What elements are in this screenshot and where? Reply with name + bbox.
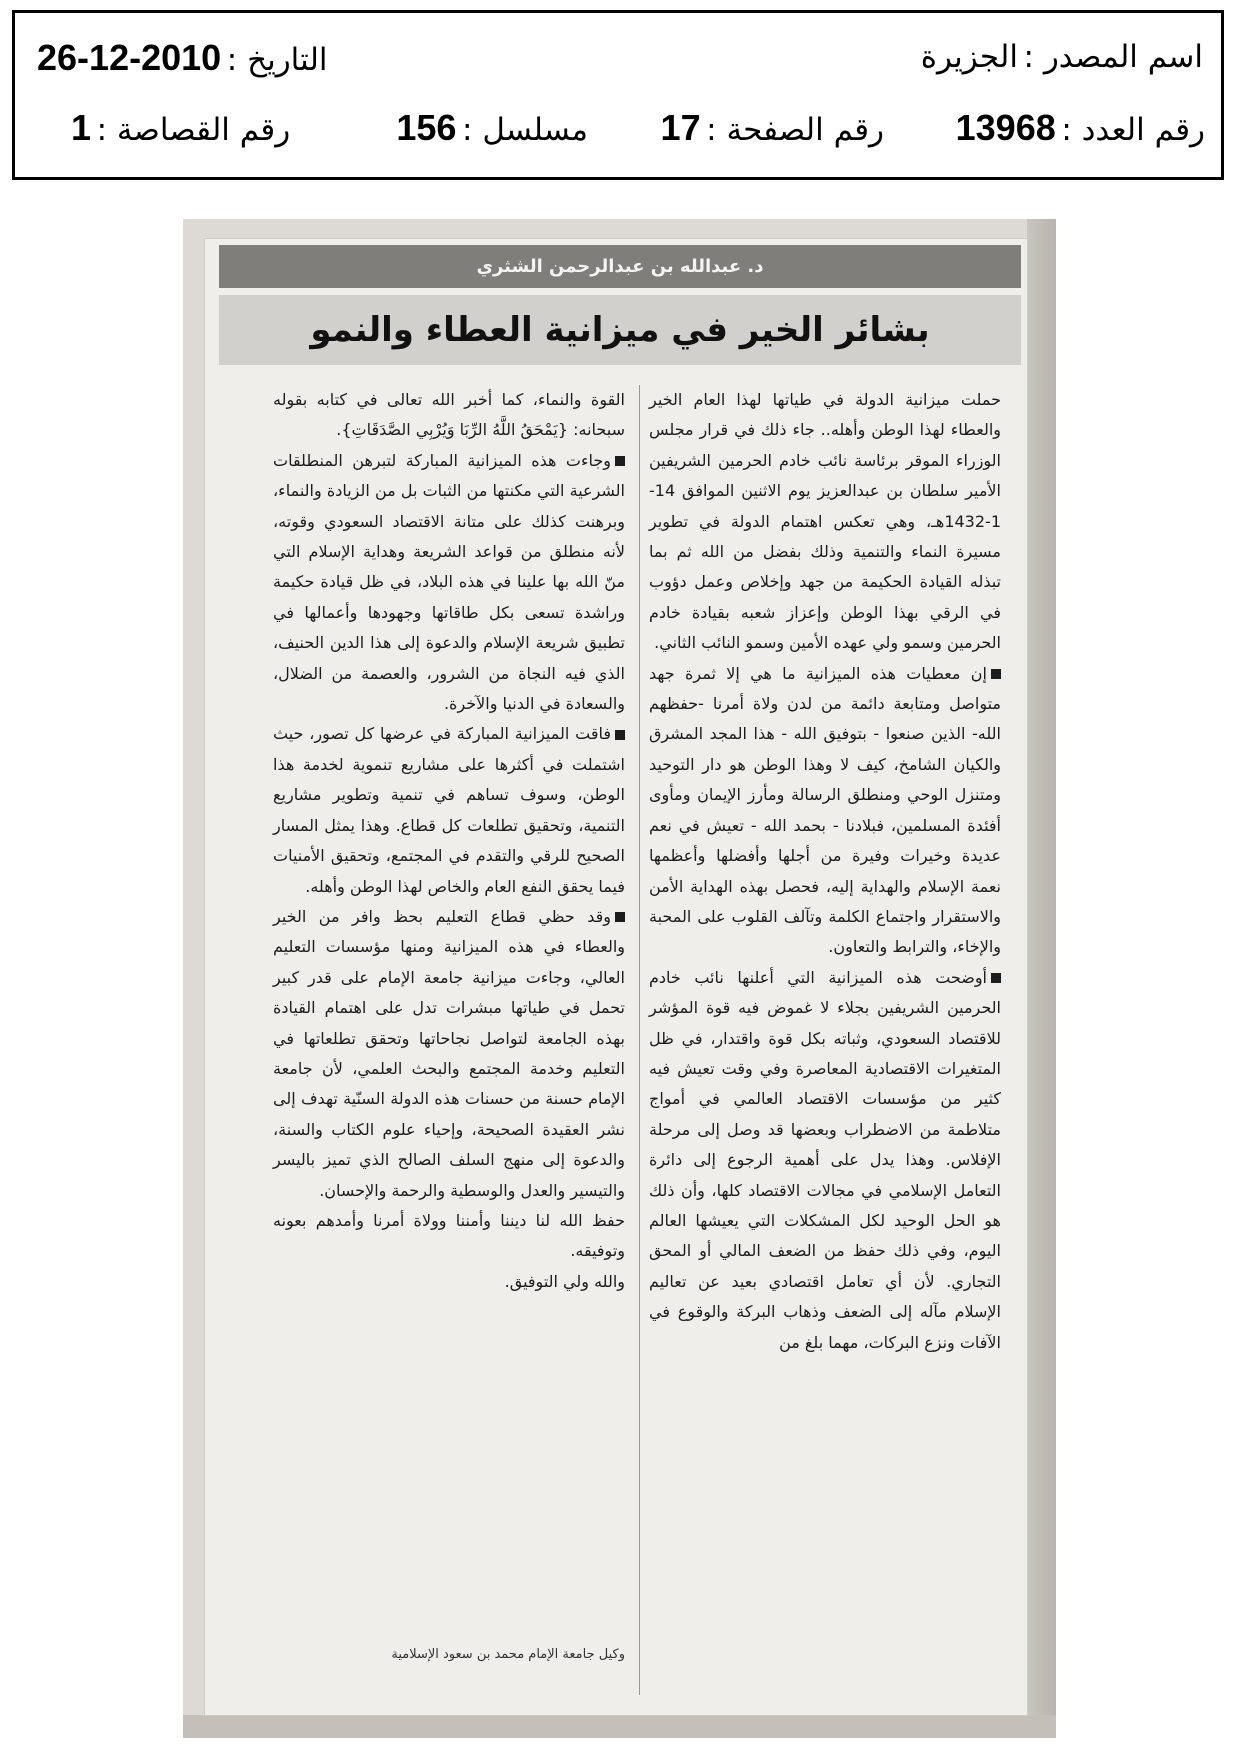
date-label: التاريخ : — [226, 42, 328, 78]
page-label: رقم الصفحة : — [706, 112, 884, 148]
clipping-field — [71, 107, 290, 149]
article-column-right — [649, 385, 1001, 1358]
paragraph: وجاءت هذه الميزانية المباركة لتبرهن المنطلقات الشرعية التي مكنتها من الثبات بل من الزيادة والنماء، وبرهنت كذلك على متانة الاقتصاد السعودي وقوته، لأنه منطلق من قواعد الشريعة وهداية الإسلام التي منّ الله بها علينا في هذه البلاد، في ظل قيادة حكيمة وراشدة تسعى بكل طاقاتها وجهودها وأعمالها في تطبيق شريعة الإسلام والدعوة إلى هذا الدين الحنيف، الذي فيه النجاة من الشرور، والعصمة من الضلال، والسعادة في الدنيا والآخرة. — [273, 450, 625, 714]
paragraph: فاقت الميزانية المباركة في عرضها كل تصور، حيث اشتملت في أكثرها على مشاريع تنموية لخدمة هذا الوطن، وسوف تساهم في تنمية وتطوير مشاريع التنمية، وتحقيق تطلعات كل قطاع. وهذا يمثل المسار الصحيح للرقي والتقدم في المجتمع، وتحقيق الأمنيات فيما يحقق النفع العام والخاص لهذا الوطن وأهله. — [273, 724, 625, 896]
bullet-square-icon — [615, 456, 625, 466]
issue-value: 13968 — [955, 107, 1056, 148]
paragraph: والله ولي التوفيق. — [504, 1271, 625, 1291]
paragraph: إن معطيات هذه الميزانية ما هي إلا ثمرة جهد متواصل ومتابعة دائمة من لدن ولاة أمرنا -حفظهم الله- الذين صنعوا - بتوفيق الله - هذا المجد المشرق والكيان الشامخ، كيف لا وهذا الوطن هو دار التوحيد ومتنزل الوحي ومنطلق الرسالة ومأرز الإيمان ومأوى أفئدة المسلمين، فبلادنا - بحمد الله - تعيش في نعم عديدة وخيرات وفيرة من أجلها وأفضلها وأعظمها نعمة الإسلام والهداية إليه، فحصل بهذه الهداية الأمن والاستقرار واجتماع الكلمة وتآلف القلوب على المحبة والإخاء، والترابط والتعاون. — [649, 663, 1001, 957]
page-field — [661, 107, 884, 149]
bullet-square-icon — [991, 669, 1001, 679]
bullet-square-icon — [991, 973, 1001, 983]
bullet-square-icon — [615, 912, 625, 922]
article-column-left — [273, 385, 625, 1297]
paragraph: وقد حظي قطاع التعليم بحظ وافر من الخير والعطاء في هذه الميزانية ومنها مؤسسات التعليم العالي، وجاءت ميزانية جامعة الإمام على قدر كبير تحمل في طياتها مبشرات تدل على اهتمام القيادة بهذه الجامعة لتواصل نجاحاتها وتحقق تطلعاتها في التعليم وخدمة المجتمع والبحث العلمي، لأن جامعة الإمام حسنة من حسنات هذه الدولة السنّية تهدف إلى نشر العقيدة الصحيحة، وإحياء علوم الكتاب والسنة، والدعوة إلى منهج السلف الصالح الذي تميز باليسر والتيسير والعدل والوسطية والرحمة والإحسان. — [273, 906, 625, 1200]
source-value: الجزيرة — [920, 39, 1018, 75]
paragraph: حفظ الله لنا ديننا وأمننا وولاة أمرنا وأمدهم بعونه وتوفيقه. — [273, 1210, 625, 1261]
bullet-square-icon — [615, 730, 625, 740]
author-credit: وكيل جامعة الإمام محمد بن سعود الإسلامية — [391, 1647, 625, 1662]
issue-label: رقم العدد : — [1061, 112, 1205, 148]
scanned-clipping — [183, 219, 1056, 1738]
date-field — [37, 37, 328, 79]
scan-bottom-shadow — [183, 1715, 1056, 1738]
paragraph: أوضحت هذه الميزانية التي أعلنها نائب خادم الحرمين الشريفين بجلاء لا غموض فيه قوة المؤشر للاقتصاد السعودي، وثباته بكل قوة واقتدار، في ظل المتغيرات الاقتصادية المعاصرة وفي وقت تعيش فيه كثير من مؤسسات الاقتصاد العالمي في أمواج متلاطمة من الاضطراب وبعضها قد وصل إلى مرحلة الإفلاس. وهذا يدل على أهمية الرجوع إلى دائرة التعامل الإسلامي في مجالات الاقتصاد كلها، وأن ذلك هو الحل الوحيد لكل المشكلات التي يعيشها العالم اليوم، وفي ذلك حفظ من الضعف المالي أو المحق التجاري. لأن أي تعامل اقتصادي بعيد عن تعاليم الإسلام مآله إلى الضعف وذهاب البركة والوقوع في الآفات ونزع البركات، مهما بلغ من — [649, 967, 1001, 1352]
serial-label: مسلسل : — [462, 112, 588, 148]
serial-value: 156 — [396, 107, 457, 148]
scan-edge-shadow — [1027, 219, 1056, 1738]
clipping-value: 1 — [71, 107, 92, 148]
clipping-info-box — [12, 10, 1224, 180]
paragraph: حملت ميزانية الدولة في طياتها لهذا العام الخير والعطاء لهذا الوطن وأهله.. جاء ذلك في قرار مجلس الوزراء الموقر برئاسة نائب خادم الحرمين الشريفين الأمير سلطان بن عبدالعزيز يوم الاثنين الموافق 14-1-1432هـ، وهي تعكس اهتمام الدولة في تطوير مسيرة النماء والتنمية وذلك بفضل من الله ثم بما تبذله القيادة الحكيمة من جهد وإخلاص وعمل دؤوب في الرقي بهذا الوطن وإعزاز شعبه بقيادة خادم الحرمين وسمو ولي عهده الأمين وسمو النائب الثاني. — [649, 390, 1001, 653]
serial-field — [396, 107, 588, 149]
source-label: اسم المصدر : — [1023, 39, 1203, 75]
article-title: بشائر الخير في ميزانية العطاء والنمو — [219, 295, 1021, 365]
author-byline: د. عبدالله بن عبدالرحمن الشثري — [219, 245, 1021, 288]
column-divider — [639, 385, 640, 1695]
clipping-label: رقم القصاصة : — [96, 112, 291, 148]
paragraph: القوة والنماء، كما أخبر الله تعالى في كتابه بقوله سبحانه: {يَمْحَقُ اللَّهُ الرِّبَا وَيُرْبِي الصَّدَقَاتِ}. — [273, 390, 625, 440]
page-value: 17 — [660, 107, 701, 148]
date-value: 2010-12-26 — [37, 37, 222, 78]
issue-field — [956, 107, 1205, 149]
source-field — [921, 39, 1203, 75]
